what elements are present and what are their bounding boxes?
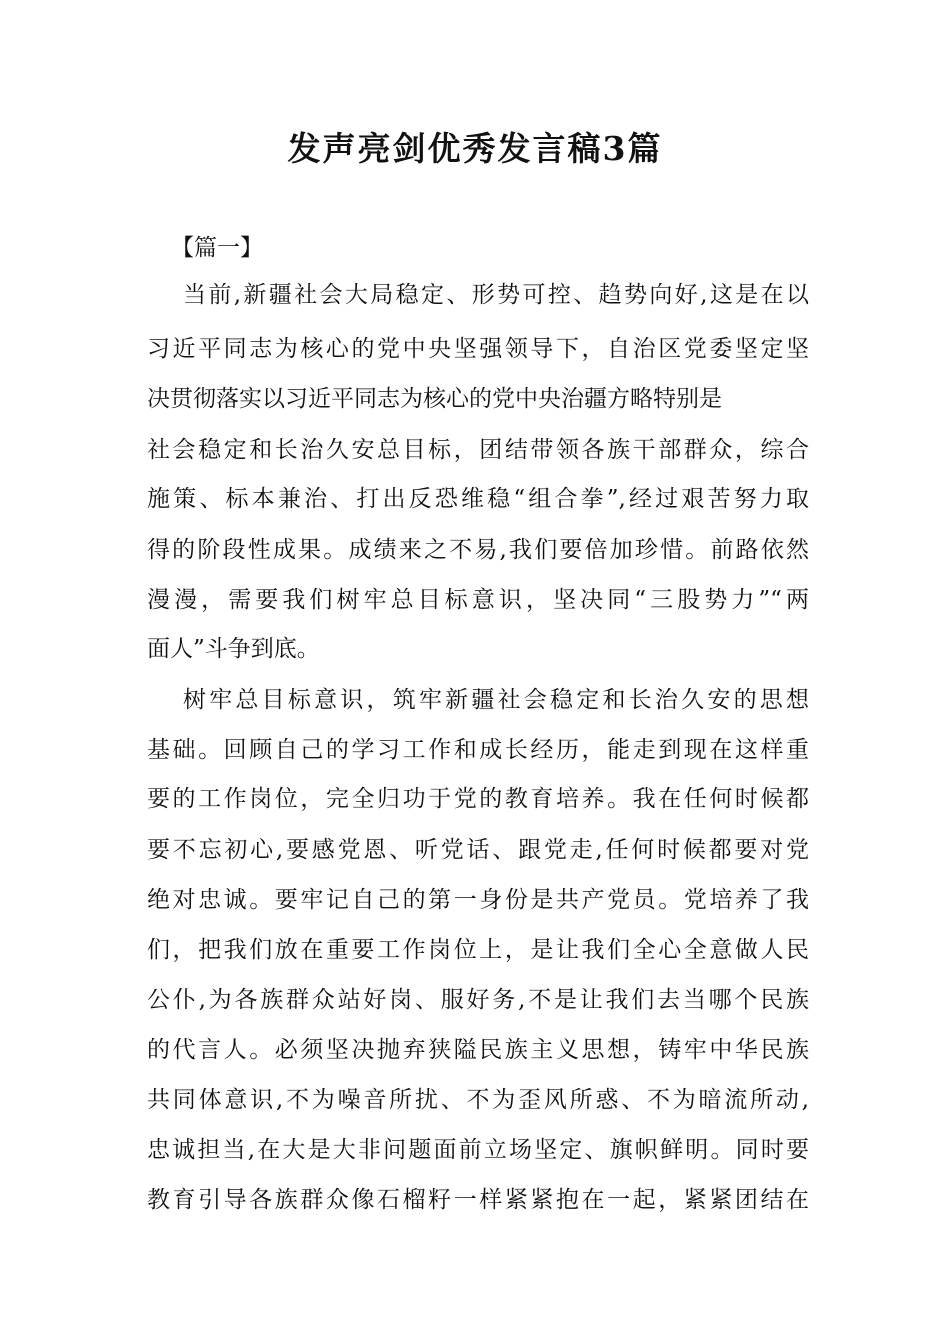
paragraph-line: 习近平同志为核心的党中央坚强领导下，自治区党委坚定坚 [147,336,809,362]
paragraph-line: 树牢总目标意识，筑牢新疆社会稳定和长治久安的思想 [183,687,809,713]
paragraph-line: 教育引导各族群众像石榴籽一样紧紧抱在一起，紧紧团结在 [147,1187,809,1213]
paragraph-line: 得的阶段性成果。成绩来之不易,我们要倍加珍惜。前路依然 [147,537,809,563]
section-heading: 【篇一】 [171,235,263,261]
paragraph-line: 要不忘初心,要感党恩、听党话、跟党走,任何时候都要对党 [147,837,809,863]
paragraph-line: 施策、标本兼治、打出反恐维稳“组合拳”,经过艰苦努力取 [147,486,809,512]
paragraph-line: 的代言人。必须坚决抛弃狭隘民族主义思想，铸牢中华民族 [147,1037,809,1063]
paragraph-line: 要的工作岗位，完全归功于党的教育培养。我在任何时候都 [147,786,809,812]
paragraph-line: 共同体意识,不为噪音所扰、不为歪风所惑、不为暗流所动, [147,1087,809,1113]
paragraph-line: 面人”斗争到底。 [147,636,320,662]
paragraph-line: 忠诚担当,在大是大非问题面前立场坚定、旗帜鲜明。同时要 [147,1137,809,1163]
paragraph-line: 当前,新疆社会大局稳定、形势可控、趋势向好,这是在以 [183,282,809,308]
paragraph-line: 绝对忠诚。要牢记自己的第一身份是共产党员。党培养了我 [147,887,809,913]
document-title: 发声亮剑优秀发言稿3篇 [287,129,663,168]
paragraph-line: 决贯彻落实以习近平同志为核心的党中央治疆方略特别是 [147,386,722,412]
paragraph-line: 社会稳定和长治久安总目标，团结带领各族干部群众，综合 [147,437,809,463]
paragraph-line: 基础。回顾自己的学习工作和成长经历，能走到现在这样重 [147,737,809,763]
paragraph-line: 公仆,为各族群众站好岗、服好务,不是让我们去当哪个民族 [147,987,809,1013]
paragraph-line: 漫漫，需要我们树牢总目标意识，坚决同“三股势力”“两 [147,587,809,613]
paragraph-line: 们，把我们放在重要工作岗位上，是让我们全心全意做人民 [147,937,809,963]
